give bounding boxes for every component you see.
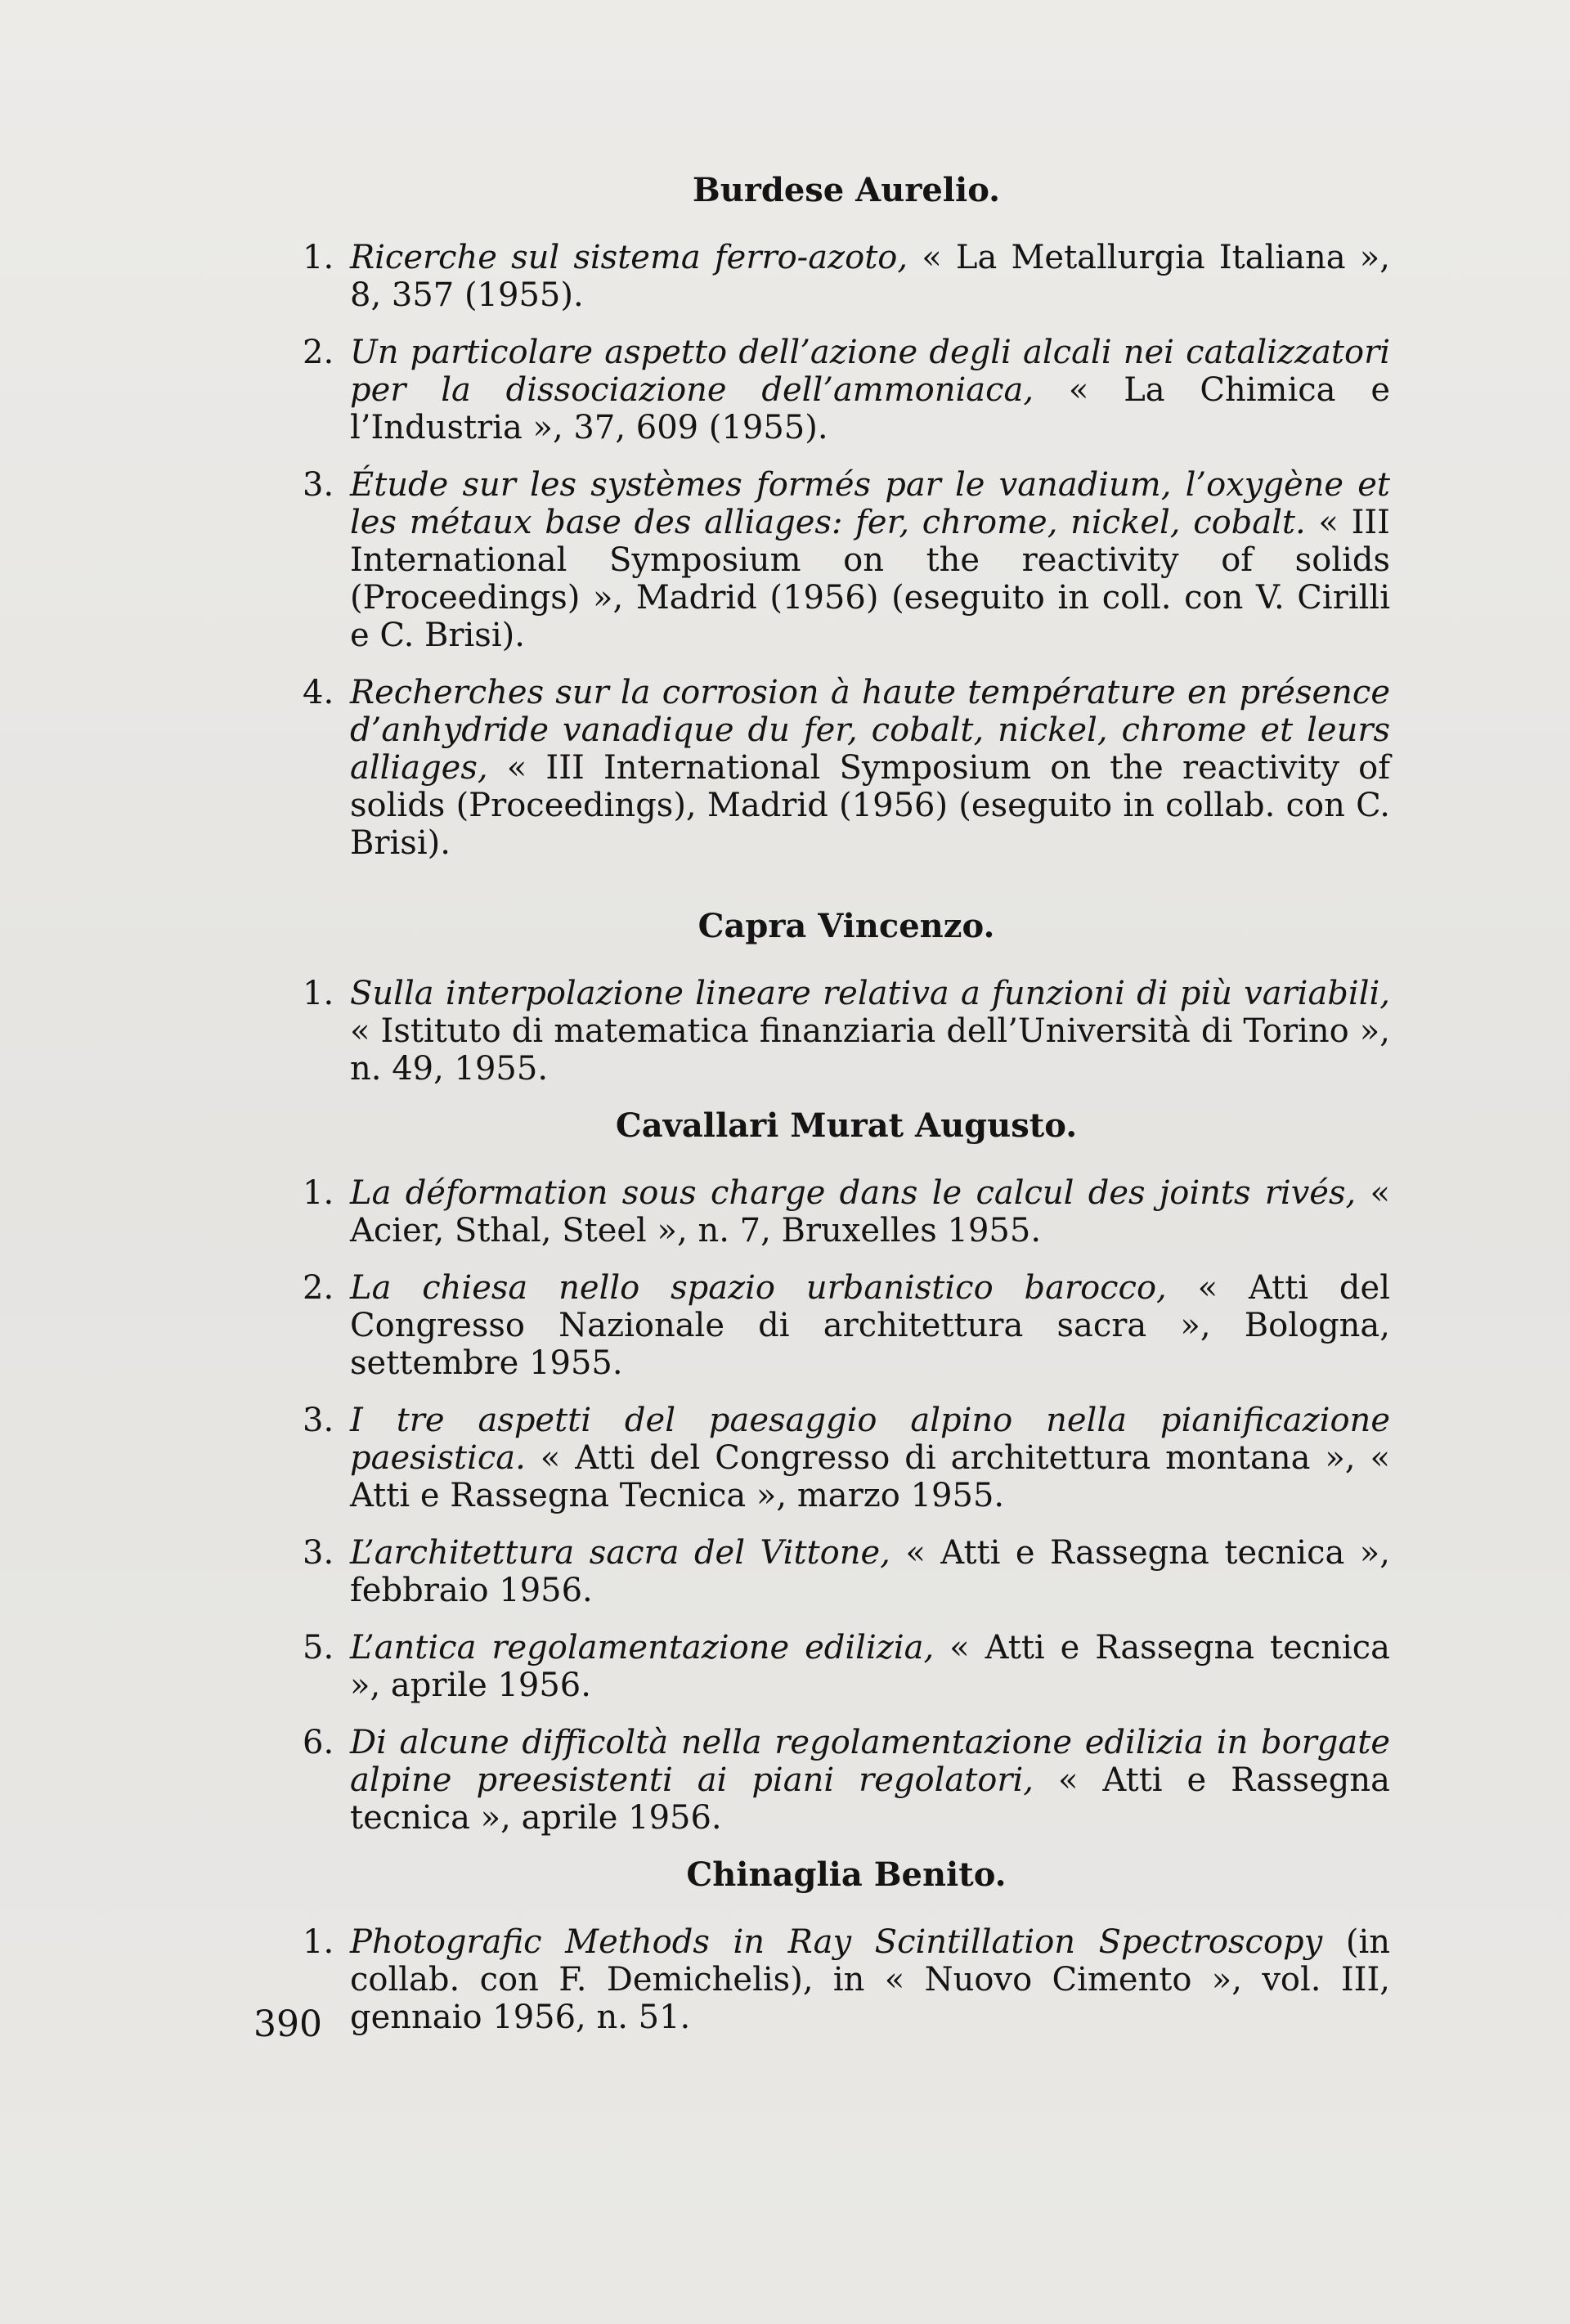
author-heading: Chinaglia Benito.	[686, 1855, 1007, 1894]
entry-title: Ricerche sul sistema ferro-azoto,	[350, 239, 908, 276]
entry-number: 1.	[303, 1174, 334, 1212]
entry-publication: « Atti e Rassegna tecnica », febbraio 1956.	[350, 1534, 1390, 1609]
bibliography-entry	[303, 1269, 1390, 1382]
entry-publication: (in collab. con F. Demichelis), in « Nuovo Cimento », vol. III, gennaio 1956, n. 51.	[350, 1923, 1390, 2036]
entry-publication: « III International Symposium on the reactivity of solids (Proceedings), Madrid (1956) (eseguito in collab. con C. Brisi).	[350, 749, 1390, 862]
bibliography-entry	[303, 674, 1390, 862]
bibliography-entry	[303, 1534, 1390, 1609]
author-section	[303, 172, 1390, 862]
author-heading: Cavallari Murat Augusto.	[615, 1106, 1078, 1145]
entry-number: 5.	[303, 1629, 334, 1667]
entry-title: La déformation sous charge dans le calcul des joints rivés,	[350, 1174, 1357, 1212]
entry-publication: « Atti del Congresso Nazionale di architettura sacra », Bologna, settembre 1955.	[350, 1269, 1391, 1382]
entry-number: 3.	[303, 466, 334, 504]
entry-publication: « Acier, Sthal, Steel », n. 7, Bruxelles 1955.	[350, 1174, 1391, 1249]
bibliography-entry	[303, 975, 1390, 1088]
bibliography-entry	[303, 334, 1390, 446]
entry-publication: « III International Symposium on the reactivity of solids (Proceedings) », Madrid (1956) (eseguito in coll. con V. Cirilli e C. Brisi).	[350, 504, 1390, 654]
entry-number: 1.	[303, 1923, 334, 1961]
entry-publication: « Atti e Rassegna tecnica », aprile 1956.	[350, 1629, 1391, 1704]
entry-title: La chiesa nello spazio urbanistico barocco,	[350, 1269, 1167, 1307]
author-section	[303, 1107, 1390, 1837]
entry-title: L’antica regolamentazione edilizia,	[350, 1629, 935, 1667]
bibliography-entry	[303, 1402, 1390, 1514]
entry-publication: « Istituto di matematica finanziaria dell’Università di Torino », n. 49, 1955.	[350, 1012, 1390, 1088]
entry-publication: « Atti e Rassegna tecnica », aprile 1956.	[350, 1761, 1390, 1837]
entry-number: 2.	[303, 1269, 334, 1307]
entry-number: 3.	[303, 1534, 334, 1572]
entry-number: 1.	[303, 975, 334, 1012]
author-section	[303, 1856, 1390, 2036]
entry-publication: « La Metallurgia Italiana », 8, 357 (1955).	[350, 239, 1390, 314]
entry-number: 4.	[303, 674, 334, 711]
author-heading: Burdese Aurelio.	[692, 171, 1001, 209]
bibliography-entry	[303, 1923, 1390, 2036]
page-number: 390	[253, 2003, 322, 2045]
bibliography-entry	[303, 1724, 1390, 1837]
bibliography-entry	[303, 239, 1390, 314]
entry-title: Recherches sur la corrosion à haute température en présence d’anhydride vanadique du fer, cobalt, nickel, chrome et leurs alliages,	[350, 674, 1390, 787]
entry-number: 6.	[303, 1724, 334, 1761]
entry-title: L’architettura sacra del Vittone,	[350, 1534, 890, 1572]
author-heading: Capra Vincenzo.	[698, 907, 995, 945]
entry-publication: « Atti del Congresso di architettura montana », « Atti e Rassegna Tecnica », marzo 1955.	[350, 1439, 1390, 1514]
entry-title: Un particolare aspetto dell’azione degli alcali nei catalizzatori per la dissociazione dell’ammoniaca,	[350, 334, 1390, 409]
entry-number: 3.	[303, 1402, 334, 1439]
entry-title: I tre aspetti del paesaggio alpino nella pianificazione paesistica.	[350, 1402, 1390, 1477]
entry-title: Di alcune difficoltà nella regolamentazione edilizia in borgate alpine preesistenti ai piani regolatori,	[350, 1724, 1390, 1799]
entry-number: 1.	[303, 239, 334, 276]
bibliography-entry	[303, 466, 1390, 654]
author-section	[303, 908, 1390, 1088]
entry-title: Étude sur les systèmes formés par le vanadium, l’oxygène et les métaux base des alliages: fer, chrome, nickel, cobalt.	[350, 466, 1390, 541]
entry-title: Sulla interpolazione lineare relativa a funzioni di più variabili,	[350, 975, 1390, 1012]
bibliography-entry	[303, 1629, 1390, 1704]
entry-title: Photografic Methods in Ray Scintillation Spectroscopy	[350, 1923, 1323, 1961]
bibliography-column	[303, 172, 1390, 2056]
bibliography-entry	[303, 1174, 1390, 1249]
entry-publication: « La Chimica e l’Industria », 37, 609 (1955).	[350, 371, 1390, 446]
entry-number: 2.	[303, 334, 334, 371]
